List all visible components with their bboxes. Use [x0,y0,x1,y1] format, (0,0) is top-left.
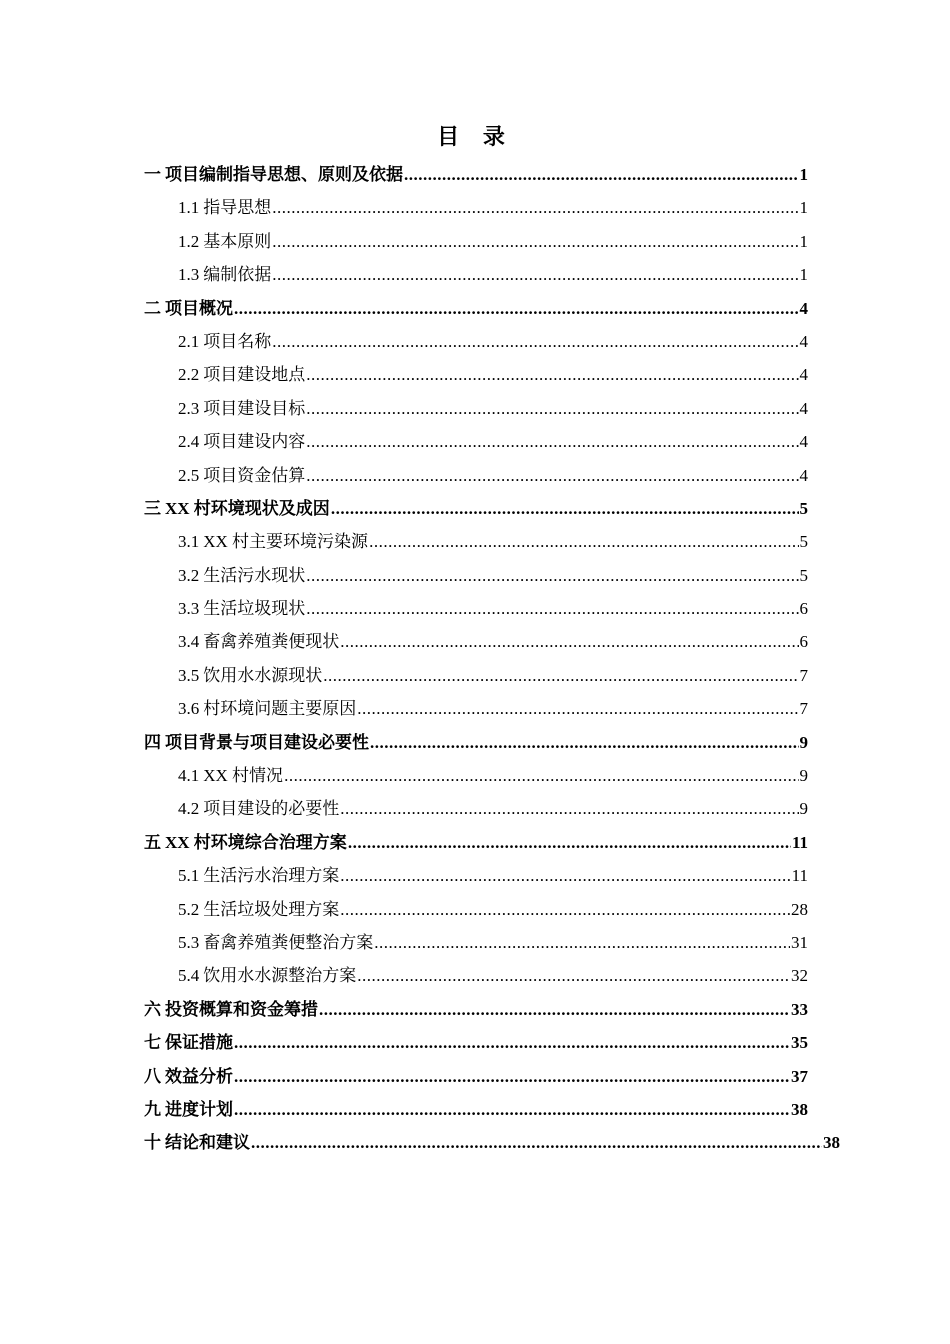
toc-entry-number: 五 [144,832,161,852]
toc-entry-label: XX 村环境综合治理方案 [165,832,347,852]
toc-entry-text [178,859,339,892]
toc-entry-number: 2.1 [178,331,200,351]
toc-entry[interactable] [144,358,808,391]
toc-entry-text [178,258,271,291]
toc-entry[interactable] [144,525,808,558]
toc-entry-label: 结论和建议 [165,1133,250,1153]
toc-entry-number: 5.3 [178,932,200,952]
toc-entry-text [144,1093,233,1126]
toc-entry-text [178,191,271,224]
toc-entry-text [178,926,373,959]
toc-entry-label: 项目建设目标 [203,398,306,418]
toc-entry-text [144,993,318,1026]
toc-entry-number: 1.1 [178,198,200,218]
toc-entry[interactable] [144,959,808,992]
toc-dot-leader [357,959,790,992]
toc-entry-text [144,1126,250,1159]
toc-dot-leader [272,325,798,358]
toc-entry-number: 七 [144,1033,161,1053]
toc-entry-label: 村环境问题主要原因 [203,699,357,719]
toc-page-number: 6 [799,599,808,619]
toc-entry-number: 2.3 [178,398,200,418]
toc-page-number: 11 [791,866,808,886]
toc-entry-number: 三 [144,498,161,518]
toc-entry-text [144,492,330,525]
toc-entry-number: 5.4 [178,966,200,986]
toc-dot-leader [272,258,798,291]
toc-dot-leader [251,1126,822,1159]
toc-entry[interactable] [144,859,808,892]
toc-entry-label: 畜禽养殖粪便整治方案 [203,932,374,952]
toc-entry-text [144,292,233,325]
toc-entry[interactable] [144,993,808,1026]
toc-page-number: 38 [791,1099,808,1119]
toc-entry[interactable] [144,726,808,759]
toc-page-number: 28 [791,899,808,919]
toc-entry-text [178,893,339,926]
toc-entry-text [144,826,347,859]
toc-entry-text [144,158,403,191]
toc-dot-leader [404,158,799,191]
toc-entry-label: 项目名称 [203,331,272,351]
toc-entry-number: 2.2 [178,365,200,385]
toc-page-number: 33 [791,999,808,1019]
toc-dot-leader [306,559,798,592]
toc-page-number: 9 [799,732,808,752]
toc-dot-leader [340,893,790,926]
toc-entry-number: 四 [144,732,161,752]
toc-page-number: 31 [791,932,808,952]
toc-dot-leader [306,425,798,458]
toc-entry[interactable] [144,292,808,325]
toc-entry[interactable] [144,759,808,792]
toc-entry-text [178,592,305,625]
toc-entry-label: 项目建设的必要性 [203,799,340,819]
toc-entry-label: 进度计划 [165,1099,233,1119]
toc-entry-label: 生活污水现状 [203,565,306,585]
toc-entry-label: 饮用水水源整治方案 [203,966,357,986]
toc-entry-number: 十 [144,1133,161,1153]
toc-dot-leader [272,191,798,224]
toc-entry-label: 生活垃圾处理方案 [203,899,340,919]
toc-entry[interactable] [144,592,808,625]
toc-entry-label: 项目资金估算 [203,465,306,485]
toc-dot-leader [306,358,798,391]
toc-entry[interactable] [144,459,808,492]
toc-entry[interactable] [144,425,808,458]
toc-entry-number: 九 [144,1099,161,1119]
toc-dot-leader [357,692,798,725]
toc-entry-number: 4.1 [178,766,200,786]
toc-entry-text [178,959,356,992]
toc-page-number: 35 [791,1033,808,1053]
toc-entry-label: 项目编制指导思想、原则及依据 [165,165,403,184]
toc-page-number: 7 [799,699,808,719]
toc-entry-text [178,325,271,358]
toc-entry-number: 3.2 [178,565,200,585]
toc-entry-label: 基本原则 [203,231,272,251]
toc-dot-leader [234,1093,790,1126]
toc-entry-label: 项目建设地点 [203,365,306,385]
toc-entry-text [178,559,305,592]
toc-page-number: 6 [799,632,808,652]
toc-dot-leader [370,726,799,759]
toc-entry-text [178,425,305,458]
toc-dot-leader [369,525,798,558]
toc-entry-label: 项目概况 [165,298,233,318]
toc-page-number: 4 [799,398,808,418]
toc-dot-leader [306,592,798,625]
toc-entry-label: 生活垃圾现状 [203,599,306,619]
toc-entry[interactable] [144,1026,808,1059]
toc-page-number: 7 [799,665,808,685]
toc-entry-text [144,1026,233,1059]
toc-entry-text [178,459,305,492]
toc-dot-leader [323,659,798,692]
toc-entry-label: 畜禽养殖粪便现状 [203,632,340,652]
toc-entry-label: XX 村情况 [203,766,284,786]
toc-page-number: 4 [799,298,808,318]
toc-page-number: 4 [799,465,808,485]
table-of-contents [144,158,840,1160]
toc-entry-text [178,692,356,725]
toc-page-number: 1 [799,265,808,285]
toc-page-number: 11 [791,832,808,852]
toc-entry-number: 3.6 [178,699,200,719]
toc-entry[interactable] [144,1060,808,1093]
toc-entry[interactable] [144,625,808,658]
toc-page-number: 1 [799,165,808,184]
toc-entry-number: 3.3 [178,599,200,619]
toc-entry-number: 八 [144,1066,161,1086]
toc-entry[interactable] [144,258,808,291]
toc-entry[interactable] [144,559,808,592]
toc-entry-label: XX 村主要环境污染源 [203,532,369,552]
toc-entry-text [178,792,339,825]
toc-entry-number: 1.2 [178,231,200,251]
toc-entry-label: 项目背景与项目建设必要性 [165,732,369,752]
toc-entry-label: 生活污水治理方案 [203,866,340,886]
toc-entry-label: 饮用水水源现状 [203,665,323,685]
toc-entry-number: 六 [144,999,161,1019]
toc-dot-leader [306,392,798,425]
toc-dot-leader [340,625,798,658]
toc-entry[interactable] [144,926,808,959]
toc-entry-label: 保证措施 [165,1033,233,1053]
toc-entry[interactable] [144,826,808,859]
toc-entry[interactable] [144,1126,840,1159]
toc-entry-number: 1.3 [178,265,200,285]
toc-page-number: 1 [799,198,808,218]
toc-dot-leader [348,826,791,859]
toc-page-number: 4 [799,432,808,452]
toc-entry-text [178,759,283,792]
toc-entry-number: 2.4 [178,432,200,452]
toc-page-number: 5 [799,532,808,552]
toc-entry-number: 5.2 [178,899,200,919]
toc-page-number: 38 [823,1133,840,1153]
toc-page-number: 1 [799,231,808,251]
toc-dot-leader [272,225,798,258]
toc-entry-number: 二 [144,298,161,318]
toc-entry[interactable] [144,191,808,224]
toc-dot-leader [374,926,790,959]
toc-entry[interactable] [144,158,808,191]
toc-dot-leader [284,759,798,792]
toc-entry[interactable] [144,792,808,825]
toc-page-number: 4 [799,331,808,351]
toc-entry-text [178,659,322,692]
toc-entry-number: 一 [144,165,161,184]
toc-entry-label: 投资概算和资金筹措 [165,999,318,1019]
toc-dot-leader [340,792,798,825]
toc-entry[interactable] [144,492,808,525]
toc-entry-number: 2.5 [178,465,200,485]
toc-entry-text [178,392,305,425]
toc-title: 目 录 [437,125,513,150]
toc-entry[interactable] [144,692,808,725]
toc-entry-text [178,525,368,558]
toc-dot-leader [331,492,799,525]
toc-entry[interactable] [144,225,808,258]
toc-entry-text [144,1060,233,1093]
toc-page-number: 9 [799,799,808,819]
toc-entry-label: 编制依据 [203,265,272,285]
toc-entry-text [178,358,305,391]
toc-entry-number: 3.5 [178,665,200,685]
toc-entry[interactable] [144,1093,808,1126]
toc-entry-label: 指导思想 [203,198,272,218]
toc-entry[interactable] [144,392,808,425]
toc-entry-text [178,225,271,258]
toc-entry-text [178,625,339,658]
toc-entry-number: 3.4 [178,632,200,652]
toc-entry-number: 5.1 [178,866,200,886]
toc-page-number: 5 [799,565,808,585]
toc-page-number: 32 [791,966,808,986]
toc-entry-label: XX 村环境现状及成因 [165,498,330,518]
toc-page-number: 4 [799,365,808,385]
toc-dot-leader [234,292,799,325]
toc-entry-label: 项目建设内容 [203,432,306,452]
toc-entry-label: 效益分析 [165,1066,233,1086]
toc-dot-leader [319,993,790,1026]
toc-entry[interactable] [144,325,808,358]
toc-entry[interactable] [144,893,808,926]
toc-dot-leader [234,1026,790,1059]
toc-page-number: 9 [799,766,808,786]
toc-dot-leader [306,459,798,492]
toc-entry[interactable] [144,659,808,692]
toc-page-number: 37 [791,1066,808,1086]
toc-entry-text [144,726,369,759]
toc-page-number: 5 [799,498,808,518]
toc-dot-leader [234,1060,790,1093]
toc-entry-number: 3.1 [178,532,200,552]
toc-entry-number: 4.2 [178,799,200,819]
toc-dot-leader [340,859,790,892]
